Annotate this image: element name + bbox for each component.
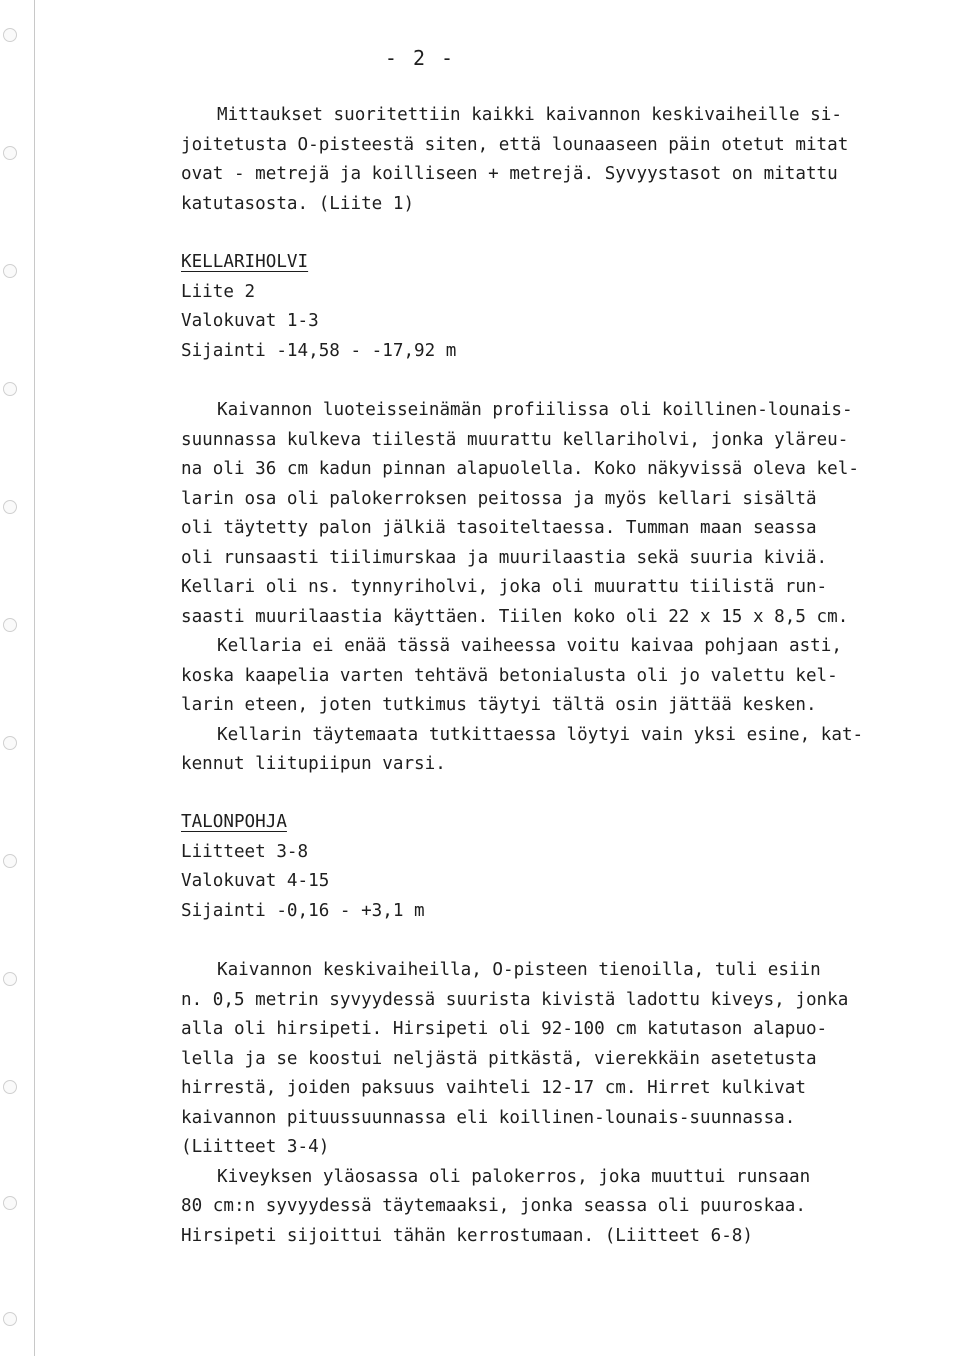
text-line: saasti muurilaastia käyttäen. Tiilen koko oli 22 x 15 x 8,5 cm. [181,606,849,627]
text-line: (Liitteet 3-4) [181,1137,330,1157]
punch-hole [3,618,17,632]
meta-line: Liite 2 [181,281,256,302]
text-line: alla oli hirsipeti. Hirsipeti oli 92-100 cm katutason alapuo- [181,1019,828,1039]
punch-hole [3,500,17,514]
punch-hole [3,28,17,42]
punch-hole [3,972,17,986]
text-line: Kiveyksen yläosassa oli palokerros, joka muuttui runsaan [217,1166,811,1187]
text-line: larin osa oli palokerroksen peitossa ja myös kellari sisältä [181,488,817,509]
text-line: katutasosta. (Liite 1) [181,193,415,214]
text-line: Hirsipeti sijoittui tähän kerrostumaan. (Liitteet 6-8) [181,1225,753,1246]
meta-line: Liitteet 3-8 [181,841,309,862]
text-line: lella ja se koostui neljästä pitkästä, vierekkäin asetetusta [181,1048,817,1069]
punch-hole [3,1312,17,1326]
text-line: Kaivannon keskivaiheilla, O-pisteen tienoilla, tuli esiin [217,960,821,980]
section-talonpohja-header [181,808,941,926]
text-line: kennut liitupiipun varsi. [181,754,446,774]
text-line: Kellaria ei enää tässä vaiheessa voitu kaivaa pohjaan asti, [217,636,842,656]
binding-edge [34,0,35,1356]
section-heading: KELLARIHOLVI [181,252,309,272]
intro-paragraph [181,101,941,219]
page-number: - 2 - [384,46,456,70]
punch-hole [3,854,17,868]
section-kellariholvi-body [181,396,941,780]
text-line: koska kaapelia varten tehtävä betonialusta oli jo valettu kel- [181,665,838,686]
meta-line: Valokuvat 1-3 [181,311,319,331]
text-line: joitetusta O-pisteestä siten, että lounaaseen päin otetut mitat [181,134,849,155]
section-kellariholvi-header [181,248,941,366]
section-heading: TALONPOHJA [181,812,287,832]
text-line: larin eteen, joten tutkimus täytyi tältä osin jättää kesken. [181,695,817,715]
meta-line: Valokuvat 4-15 [181,871,330,891]
text-line: kaivannon pituussuunnassa eli koillinen-lounais-suunnassa. [181,1107,796,1128]
text-line: hirrestä, joiden paksuus vaihteli 12-17 cm. Hirret kulkivat [181,1078,806,1098]
punch-hole [3,1080,17,1094]
punch-hole [3,736,17,750]
text-line: n. 0,5 metrin syvyydessä suurista kivistä ladottu kiveys, jonka [181,989,849,1010]
text-line: Kellari oli ns. tynnyriholvi, joka oli muurattu tiilistä run- [181,577,828,597]
text-line: Mittaukset suoritettiin kaikki kaivannon keskivaiheille si- [217,105,842,125]
punch-hole [3,264,17,278]
punch-hole [3,1196,17,1210]
text-line: oli runsaasti tiilimurskaa ja muurilaastia sekä suuria kiviä. [181,547,828,568]
meta-line: Sijainti -0,16 - +3,1 m [181,900,425,921]
text-line: ovat - metrejä ja koilliseen + metrejä. Syvyystasot on mitattu [181,164,838,184]
text-line: suunnassa kulkeva tiilestä muurattu kellariholvi, jonka yläreu- [181,429,849,450]
text-line: Kellarin täytemaata tutkittaessa löytyi vain yksi esine, kat- [217,724,864,745]
text-line: Kaivannon luoteisseinämän profiilissa oli koillinen-lounais- [217,400,853,420]
section-talonpohja-body [181,956,941,1251]
punch-hole [3,146,17,160]
meta-line: Sijainti -14,58 - -17,92 m [181,340,457,361]
punch-hole [3,382,17,396]
text-line: 80 cm:n syvyydessä täytemaaksi, jonka seassa oli puuroskaa. [181,1196,806,1216]
text-line: na oli 36 cm kadun pinnan alapuolella. Koko näkyvissä oleva kel- [181,459,859,479]
text-line: oli täytetty palon jälkiä tasoiteltaessa. Tumman maan seassa [181,518,817,538]
